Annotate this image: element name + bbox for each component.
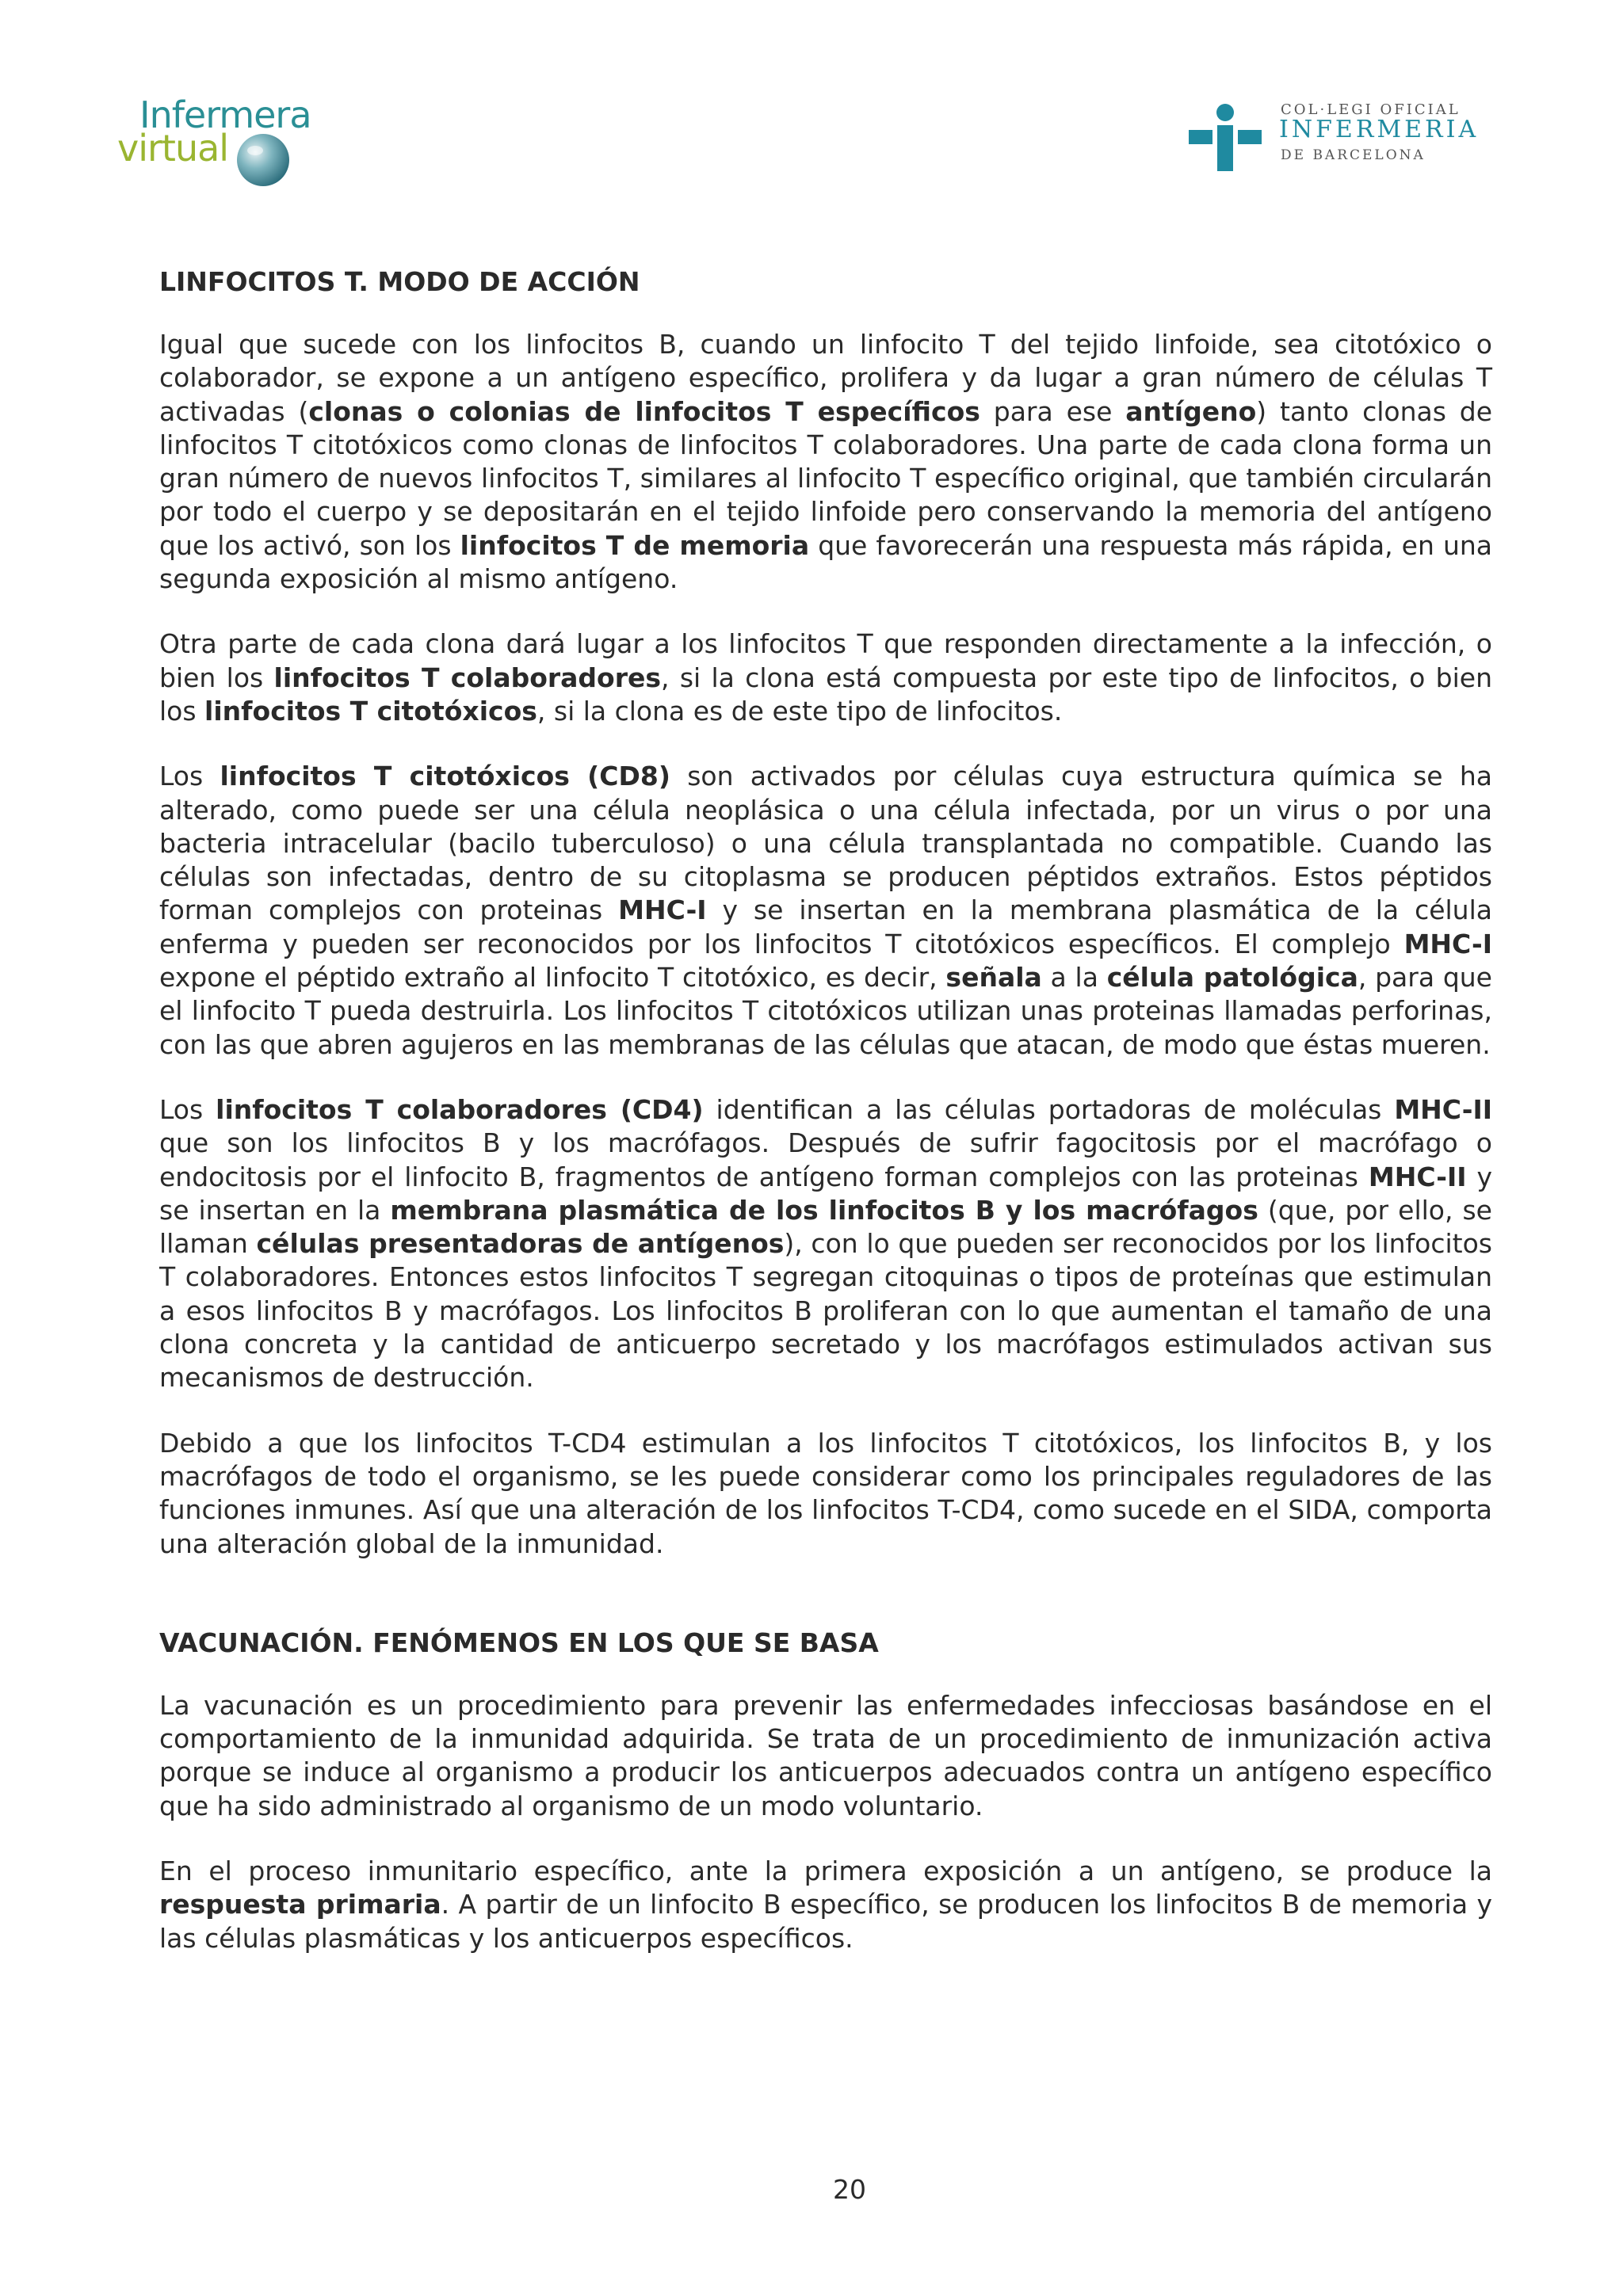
paragraph-5 [159,1427,1492,1561]
bold-run: MHC-II [1368,1161,1467,1192]
text-run: a la [1041,962,1107,994]
text-run: , si la clona está compuesta por este tipo de linfocitos, o bien los [159,662,1493,727]
text-run: ), con lo que pueden ser reconocidos por los linfocitos T colaboradores. Entonces estos linfocitos T segregan citoquinas o tipos de proteínas que estimulan a esos linfocitos B y macrófagos. Los linfocitos B proliferan con lo que aumentan el tamaño de una clona concreta y la cantidad de anticuerpo secretado y los macrófagos estimulados activan sus mecanismos de destrucción. [159,1228,1492,1394]
text-run: Debido a que los linfocitos T-CD4 estimulan a los linfocitos T citotóxicos, los linfocitos B, y los macrófagos de todo el organismo, se les puede considerar como los principales reguladores de las funciones inmunes. Así que una alteración de los linfocitos T-CD4, como sucede en el SIDA, comporta una alteración global de la inmunidad. [159,1427,1492,1559]
bold-run: células presentadoras de antígenos [256,1228,785,1260]
section-title-linfocitos-t: LINFOCITOS T. MODO DE ACCIÓN [159,266,640,297]
bold-run: MHC-II [1394,1093,1492,1125]
text-run: para ese [980,395,1126,427]
bold-run: linfocitos T colaboradores [273,662,662,693]
document-body [159,265,1492,1955]
paragraph-2 [159,627,1492,728]
text-run: (que, por ello, se llaman [159,1194,1492,1260]
coib-text-line1: COL·LEGI OFICIAL [1281,101,1461,118]
paragraph-1 [159,328,1492,596]
bold-run: linfocitos T citotóxicos [204,695,537,727]
nursing-cross-icon [1189,103,1262,171]
paragraph-7 [159,1855,1492,1955]
bold-run: respuesta primaria [159,1889,441,1920]
bold-run: MHC-I [1403,928,1492,959]
bold-run: señala [945,962,1042,994]
text-run: y se insertan en la membrana plasmática de la célula enferma y pueden ser reconocidos por los linfocitos T citotóxicos específicos. El complejo [159,894,1492,959]
text-run: En el proceso inmunitario específico, ante la primera exposición a un antígeno, se produce la [159,1855,1492,1886]
bold-run: membrana plasmática de los linfocitos B y los macrófagos [390,1194,1258,1226]
coib-logo [1189,98,1506,177]
bold-run: linfocitos T colaboradores (CD4) [216,1093,704,1125]
coib-text-line3: DE BARCELONA [1281,147,1426,163]
text-run: , para que el linfocito T pueda destruirla. Los linfocitos T citotóxicos utilizan unas proteinas llamadas perforinas, con las que abren agujeros en las membranas de las células que atacan, de modo que éstas mueren. [159,962,1492,1060]
bold-run: linfocitos T de memoria [460,529,810,561]
paragraph-3 [159,760,1492,1062]
text-run: son activados por células cuya estructura química se ha alterado, como puede ser una célula neoplásica o una célula infectada, por un virus o por una bacteria intracelular (bacilo tuberculoso) o una célula transplantada no compatible. Cuando las células son infectadas, dentro de su citoplasma se producen péptidos extraños. Estos péptidos forman complejos con proteinas [159,761,1492,926]
text-run: Los [159,1093,216,1125]
text-run: La vacunación es un procedimiento para prevenir las enfermedades infecciosas basándose en el comportamiento de la inmunidad adquirida. Se trata de un procedimiento de inmunización activa porque se induce al organismo a producir los anticuerpos adecuados contra un antígeno específico que ha sido administrado al organismo de un modo voluntario. [159,1689,1492,1821]
paragraph-6 [159,1689,1492,1823]
section-title-vacunacion: VACUNACIÓN. FENÓMENOS EN LOS QUE SE BASA [159,1627,879,1658]
text-run: que son los linfocitos B y los macrófagos. Después de sufrir fagocitosis por el macrófago o endocitosis por el linfocito B, fragmentos de antígeno forman complejos con las proteinas [159,1127,1492,1192]
bold-run: linfocitos T citotóxicos (CD8) [220,761,670,792]
bold-run: clonas o colonias de linfocitos T específicos [308,395,980,427]
paragraph-4 [159,1093,1492,1395]
text-run: . A partir de un linfocito B específico, se producen los linfocitos B de memoria y las células plasmáticas y los anticuerpos específicos. [159,1889,1492,1954]
text-run: que favorecerán una respuesta más rápida, en una segunda exposición al mismo antígeno. [159,529,1493,595]
globe-icon [235,132,292,189]
text-run: , si la clona es de este tipo de linfocitos. [537,695,1063,727]
text-run: y se insertan en la [159,1161,1492,1226]
bold-run: antígeno [1125,395,1257,427]
logo-text-infermera: Infermera [139,93,311,136]
bold-run: célula patológica [1106,962,1358,994]
text-run: identifican a las células portadoras de moléculas [703,1093,1395,1125]
text-run: ) tanto clonas de linfocitos T citotóxicos como clonas de linfocitos T colaboradores. Una parte de cada clona forma un gran número de nuevos linfocitos T, similares al linfocito T específico original, que también circularán por todo el cuerpo y se depositarán en el tejido linfoide pero conservando la memoria del antígeno que los activó, son los [159,395,1493,561]
infermera-virtual-logo [117,93,311,195]
text-run: Igual que sucede con los linfocitos B, cuando un linfocito T del tejido linfoide, sea citotóxico o colaborador, se expone a un antígeno específico, prolifera y da lugar a gran número de células T activadas ( [159,329,1492,427]
text-run: Los [159,761,220,792]
text-run: Otra parte de cada clona dará lugar a los linfocitos T que responden directamente a la infección, o bien los [159,628,1492,693]
text-run: expone el péptido extraño al linfocito T citotóxico, es decir, [159,962,946,994]
page-number: 20 [833,2174,866,2205]
coib-text-line2: INFERMERIA [1279,116,1480,143]
logo-text-virtual: virtual [117,127,229,170]
page-header [0,0,1623,206]
bold-run: MHC-I [618,894,707,926]
